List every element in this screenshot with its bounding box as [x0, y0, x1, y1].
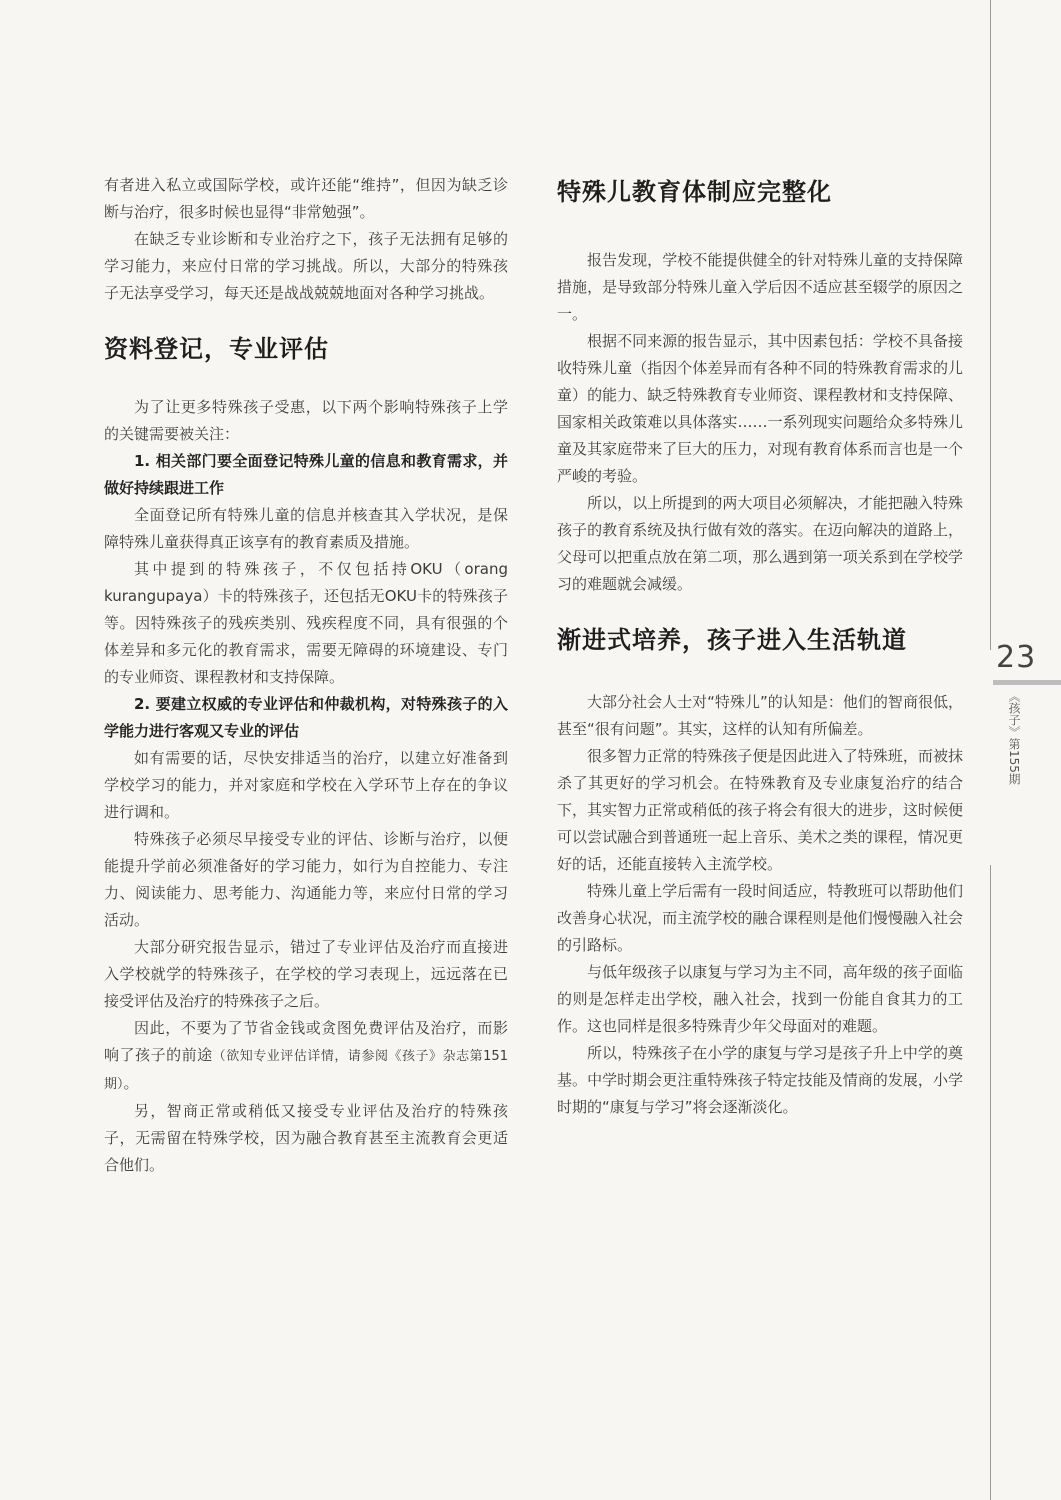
paragraph: 特殊儿童上学后需有一段时间适应，特教班可以帮助他们改善身心状况，而主流学校的融合课程则是他们慢慢融入社会的引路标。	[557, 882, 963, 954]
paragraph: 与低年级孩子以康复与学习为主不同，高年级的孩子面临的则是怎样走出学校，融入社会，找到一份能自食其力的工作。这也同样是很多特殊青少年父母面对的难题。	[557, 963, 963, 1035]
section-heading-system: 特殊儿教育体制应完整化	[557, 178, 832, 206]
paragraph: 根据不同来源的报告显示，其中因素包括：学校不具备接收特殊儿童（指因个体差异而有各种不同的特殊教育需求的儿童）的能力、缺乏特殊教育专业师资、课程教材和支持保障、国家相关政策难以具体落实……一系列现实问题给众多特殊儿童及其家庭带来了巨大的压力，对现有教育体系而言也是一个严峻的考验。	[557, 332, 963, 485]
reference-note: （欲知专业评估详情，请参阅《孩子》杂志第151期）	[104, 1049, 508, 1092]
paragraph-text: 因此，不要为了节省金钱或贪图免费评估及治疗，而影响了孩子的前途	[104, 1019, 508, 1064]
issue-label: 《孩子》第155期	[1007, 690, 1021, 785]
paragraph: 所以，特殊孩子在小学的康复与学习是孩子升上中学的奠基。中学时期会更注重特殊孩子特定技能及情商的发展，小学时期的“康复与学习”将会逐渐淡化。	[557, 1044, 963, 1116]
numbered-point-2: 2. 要建立权威的专业评估和仲裁机构，对特殊孩子的入学能力进行客观又专业的评估	[104, 695, 508, 740]
paragraph: 报告发现，学校不能提供健全的针对特殊儿童的支持保障措施，是导致部分特殊儿童入学后因不适应甚至辍学的原因之一。	[557, 251, 963, 323]
right-column	[557, 172, 963, 1121]
paragraph: 为了让更多特殊孩子受惠，以下两个影响特殊孩子上学的关键需要被关注：	[104, 398, 508, 443]
numbered-point-1: 1. 相关部门要全面登记特殊儿童的信息和教育需求，并做好持续跟进工作	[104, 452, 508, 497]
paragraph: 在缺乏专业诊断和专业治疗之下，孩子无法拥有足够的学习能力，来应付日常的学习挑战。所以，大部分的特殊孩子无法享受学习，每天还是战战兢兢地面对各种学习挑战。	[104, 230, 508, 302]
page-number: 23	[996, 640, 1037, 675]
paragraph: 大部分研究报告显示，错过了专业评估及治疗而直接进入学校就学的特殊孩子，在学校的学习表现上，远远落在已接受评估及治疗的特殊孩子之后。	[104, 938, 508, 1010]
paragraph: 有者进入私立或国际学校，或许还能“维持”，但因为缺乏诊断与治疗，很多时候也显得“非常勉强”。	[104, 176, 508, 221]
paragraph: 另，智商正常或稍低又接受专业评估及治疗的特殊孩子，无需留在特殊学校，因为融合教育甚至主流教育会更适合他们。	[104, 1102, 508, 1174]
paragraph: 大部分社会人士对“特殊儿”的认知是：他们的智商很低，甚至“很有问题”。其实，这样的认知有所偏差。	[557, 693, 963, 738]
paragraph: 很多智力正常的特殊孩子便是因此进入了特殊班，而被抹杀了其更好的学习机会。在特殊教育及专业康复治疗的结合下，其实智力正常或稍低的孩子将会有很大的进步，这时候便可以尝试融合到普通班一起上音乐、美术之类的课程，情况更好的话，还能直接转入主流学校。	[557, 747, 963, 873]
section-heading-progressive: 渐进式培养，孩子进入生活轨道	[557, 626, 907, 654]
left-column	[104, 172, 508, 1179]
section-heading-assessment: 资料登记，专业评估	[104, 335, 329, 363]
margin-rule-bottom	[990, 865, 991, 1500]
paragraph: 所以，以上所提到的两大项目必须解决，才能把融入特殊孩子的教育系统及执行做有效的落实。在迈向解决的道路上，父母可以把重点放在第二项，那么遇到第一项关系到在学校学习的难题就会减缓。	[557, 494, 963, 593]
page-number-bar	[993, 680, 1061, 685]
margin-rule-top	[990, 0, 991, 650]
paragraph: 其中提到的特殊孩子，不仅包括持OKU（orang kurangupaya）卡的特殊孩子，还包括无OKU卡的特殊孩子等。因特殊孩子的残疾类别、残疾程度不同，具有很强的个体差异和多元化的教育需求，需要无障碍的环境建设、专门的专业师资、课程教材和支持保障。	[104, 560, 508, 686]
paragraph-end: 。	[123, 1074, 139, 1092]
paragraph: 全面登记所有特殊儿童的信息并核查其入学状况，是保障特殊儿童获得真正该享有的教育素质及措施。	[104, 506, 508, 551]
paragraph: 如有需要的话，尽快安排适当的治疗，以建立好准备到学校学习的能力，并对家庭和学校在入学环节上存在的争议进行调和。	[104, 749, 508, 821]
paragraph: 特殊孩子必须尽早接受专业的评估、诊断与治疗，以便能提升学前必须准备好的学习能力，如行为自控能力、专注力、阅读能力、思考能力、沟通能力等，来应付日常的学习活动。	[104, 830, 508, 929]
paragraph	[104, 1015, 508, 1098]
